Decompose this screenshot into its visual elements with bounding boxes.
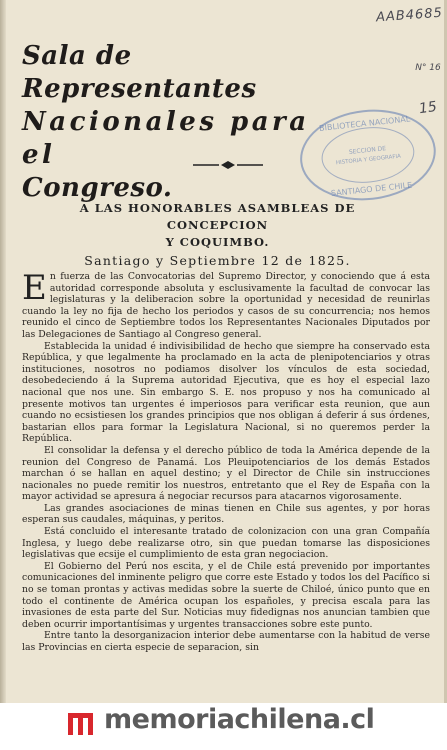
dateline: Santiago y Septiembre 12 de 1825.	[84, 253, 351, 268]
page-spine-shadow	[0, 0, 6, 703]
paragraph-2: Establecida la unidad é indivisibilidad de hecho que siempre ha conservado esta República, y que legalmente ha proclamado en la acta de plenipotenciarios y otras instituciones, nosotros no podiamos disolver los vínculos de esta sociedad, desobedeciendo á la Suprema autoridad Ejecutiva, que es hoy el especial lazo nacional que nos une. Sin embargo S. E. nos propuso y nos ha comunicado al presente motivos tan urgentes é imperiosos para verificar esta reunion, que aun cuando no ecsistiesen los grandes principios que nos obligan á deferir á sus órdenes, bastarian ellos para formar la Legislatura Nacional, si no queremos perder la República.	[22, 340, 430, 445]
title-line-2: Nacionales para el	[22, 107, 310, 170]
handwritten-folio-number: 15	[418, 98, 439, 118]
address-heading	[30, 200, 405, 251]
stamp-middle-text-2: HISTORIA Y GEOGRAFIA	[335, 153, 402, 167]
heading-line-1: A LAS HONORABLES ASAMBLEAS DE CONCEPCION	[79, 201, 356, 232]
document-body	[22, 268, 430, 654]
stamp-bottom-text: SANTIAGO DE CHILE	[330, 180, 413, 199]
paragraph-3: El consolidar la defensa y el derecho público de toda la América depende de la reunion del Congreso de Panamá. Los Pleuipotenciarios de los demás Estados marchan ó se hallan en aquel destino; y el Director de Chile sin instrucciones nacionales no puede remitir los nuestros, entretanto que el Rey de España con la mayor actividad se apresura á negociar recursos para atacarnos vigorosamente.	[22, 444, 430, 503]
paragraph-7: Entre tanto la desorganizacion interior debe aumentarse con la habitud de verse las Provincias en cierta especie de separacion, sin	[22, 630, 430, 653]
handwritten-catalog-code: AAB4685	[375, 5, 444, 26]
paragraph-1	[22, 268, 430, 341]
paragraph-5: Está concluido el interesante tratado de colonizacion con una gran Compañía Inglesa, y luego debe realizarse otro, sin que puedan tomarse las disposiciones legislativas que ecsije el cumplimiento de esta gran negociacion.	[22, 526, 430, 561]
stamp-top-text: BIBLIOTECA NACIONAL	[318, 114, 411, 133]
title-line-1: Sala de Representantes	[22, 41, 257, 104]
paragraph-6: El Gobierno del Perú nos escita, y el de Chile está prevenido por importantes comunicaciones del inminente peligro que corre este Estado y todos los del Pacífico si no se toman prontas y activas medidas sobre la suerte de Chiloé, único punto que en todo el continente de América ocupan los españoles, y precisa escala para las invasiones de esta parte del Sur. Noticias muy fidedignas nos anuncian tambien que deben ocurrir importantísimas y urgentes transacciones sobre este punto.	[22, 560, 430, 630]
memoriachilena-logo-icon	[66, 709, 96, 739]
watermark-text: memoriachilena.cl	[104, 704, 375, 735]
title-line-3: Congreso.	[22, 173, 173, 203]
heading-line-2: Y COQUIMBO.	[165, 235, 270, 249]
paragraph-4: Las grandes asociaciones de minas tienen en Chile sus agentes, y por horas esperan sus caudales, máquinas, y peritos.	[22, 502, 430, 526]
drop-cap: E	[22, 268, 47, 308]
paragraph-1-text: n fuerza de las Convocatorias del Supremo Director, y conociendo que á esta autoridad corresponde absoluta y esclusivamente la facultad de convocar las legislaturas y la deliberacion sobre la oportunidad y necesidad de reunirlas cuando la ley no fija de hecho los periodos y casos de su concurrencia; nos hemos reunido el cinco de Septiembre todos los Representantes Nacionales Diputados por las Delegaciones de Santiago al Congreso general.	[22, 271, 430, 340]
handwritten-side-note: N° 16	[415, 63, 441, 73]
ornament-divider-icon	[193, 160, 263, 170]
library-stamp	[293, 98, 442, 210]
stamp-middle-text-1: SECCION DE	[348, 145, 387, 156]
